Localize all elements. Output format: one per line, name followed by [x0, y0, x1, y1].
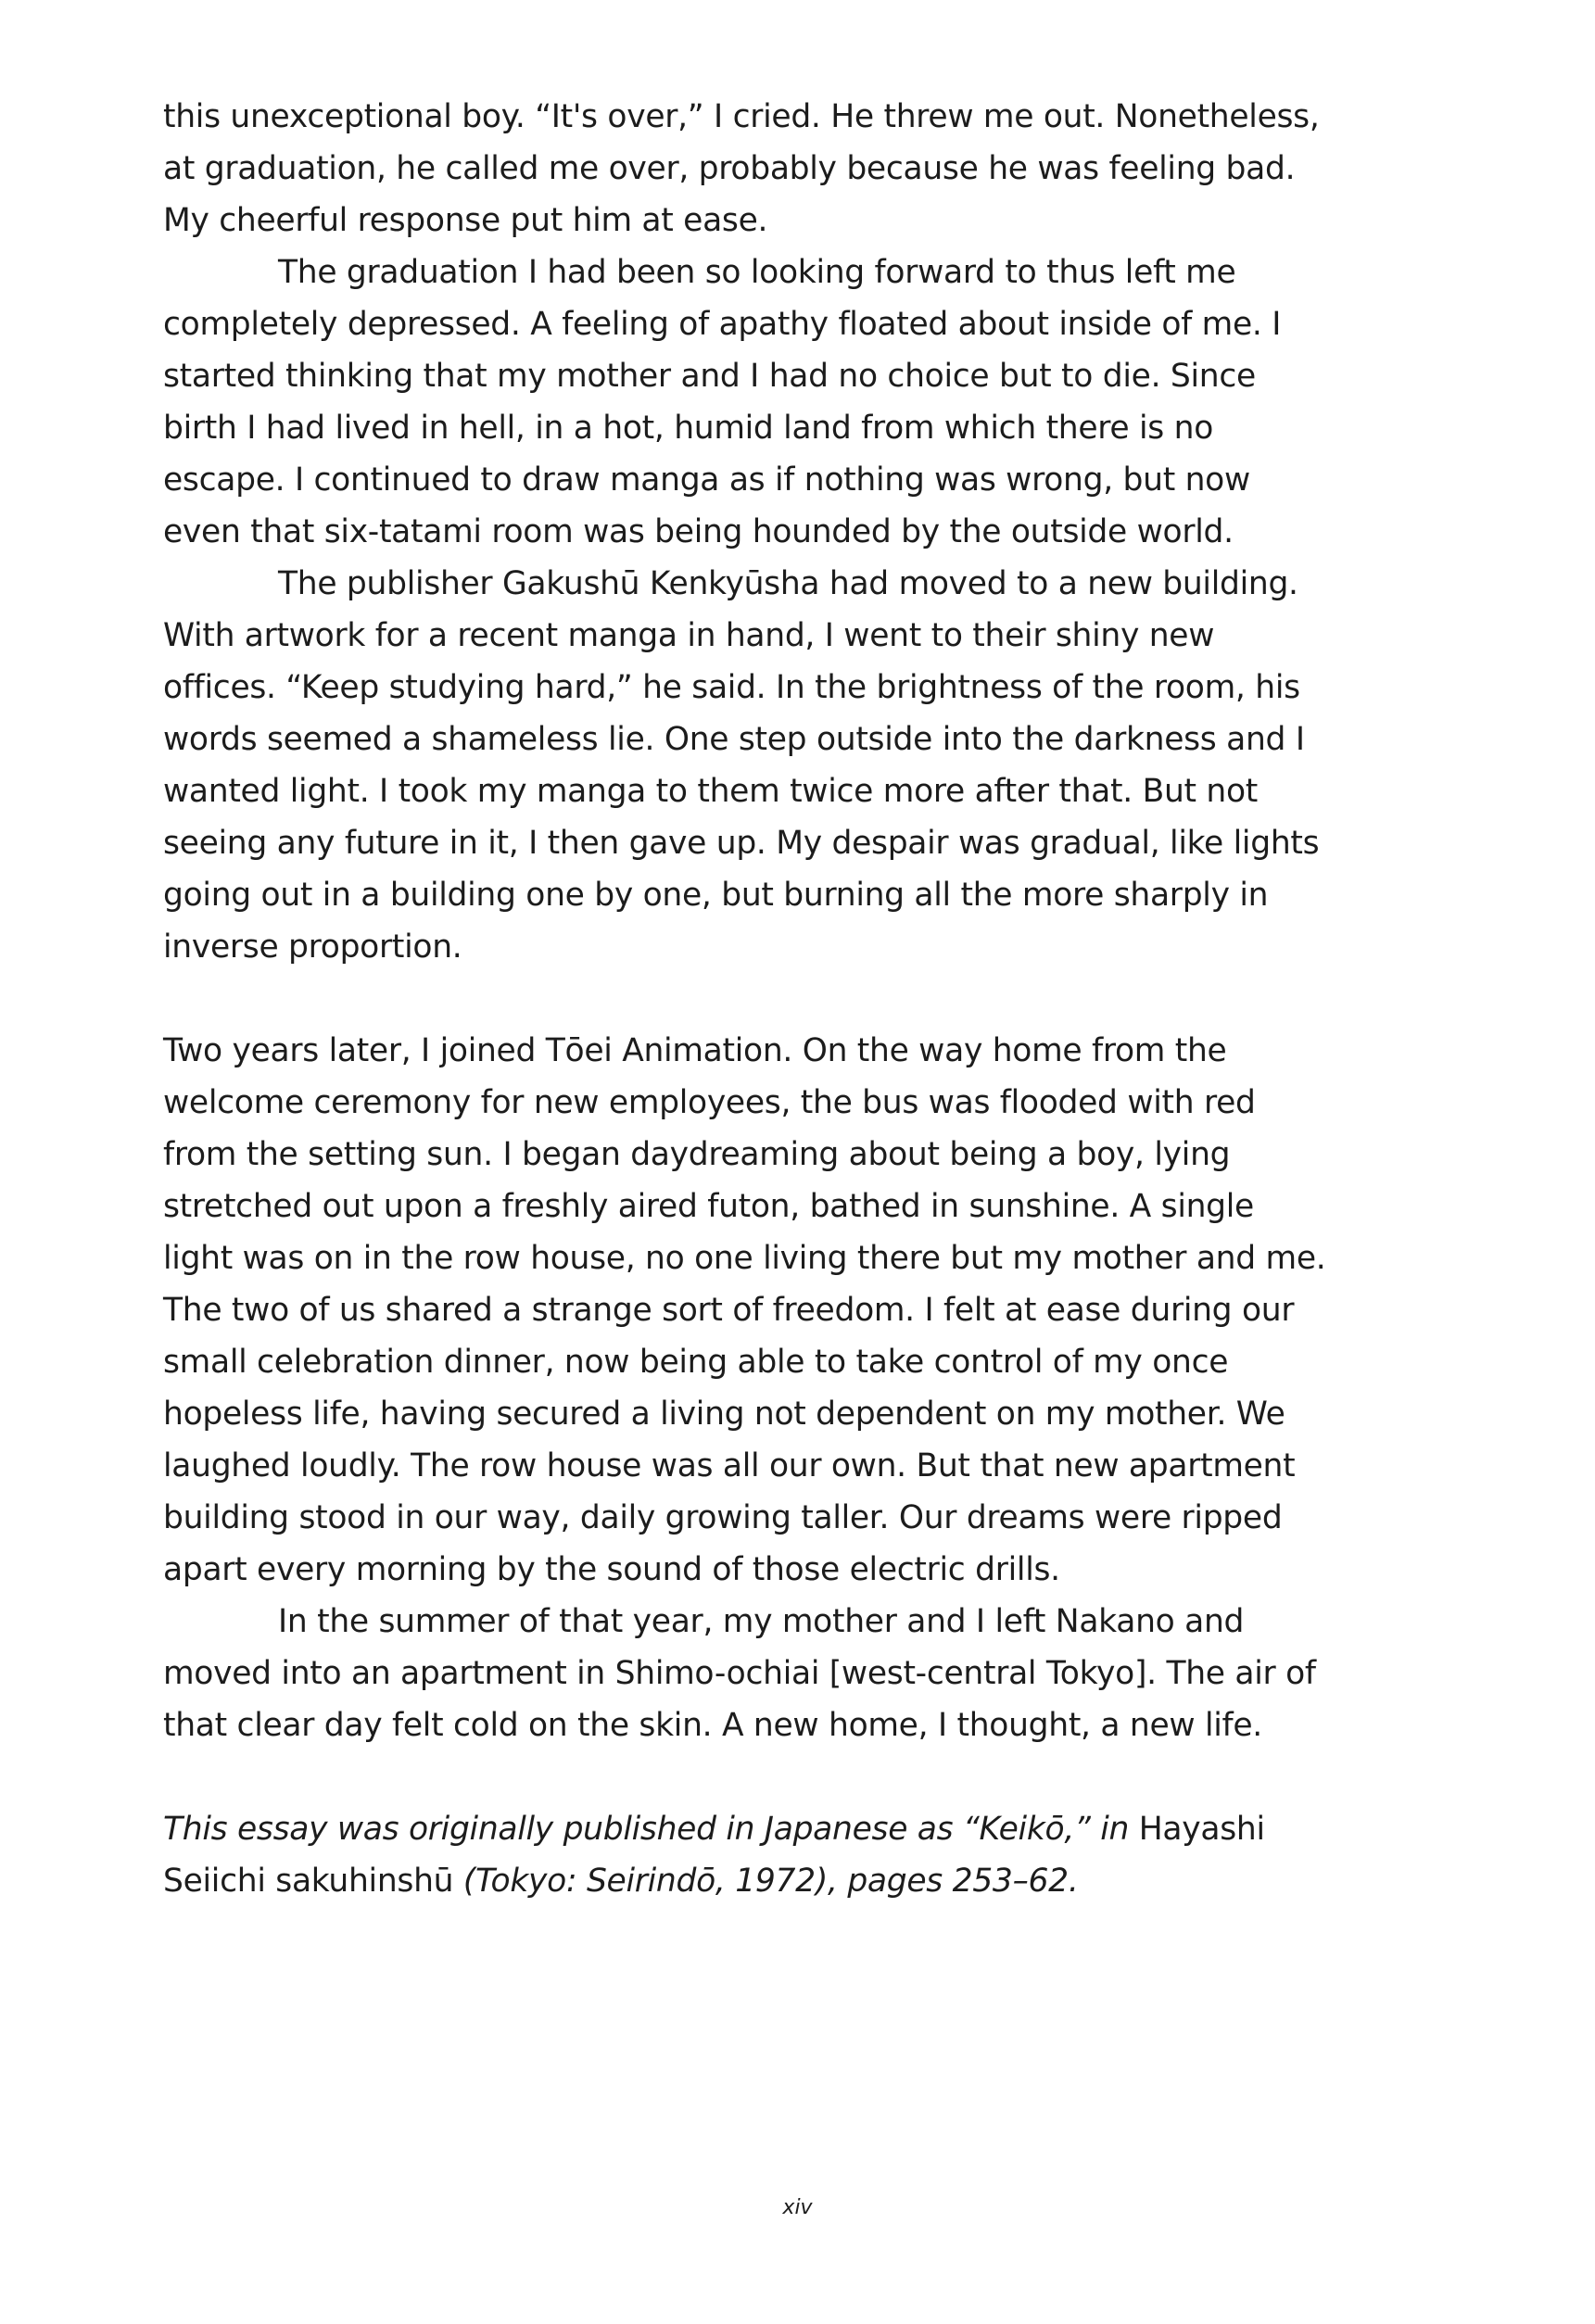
source-note-publication: (Tokyo: Seirindō, 1972), pages 253–62.: [462, 1863, 1079, 1900]
section-break: [163, 973, 1333, 1025]
paragraph-publisher: The publisher Gakushū Kenkyūsha had moved to a new building. With artwork for a recent manga in hand, I went to their shiny new offices. “Keep studying hard,” he said. In the brightness of the room, his words seemed a shameless lie. One step outside into the darkness and I wanted light. I took my manga to them twice more after that. But not seeing any future in it, I then gave up. My despair was gradual, like lights going out in a building one by one, but burning all the more sharply in inverse proportion.: [163, 565, 1320, 966]
page-number: xiv: [782, 2196, 813, 2219]
section-break: [163, 1751, 1333, 1803]
paragraph-continuation: this unexceptional boy. “It's over,” I cried. He threw me out. Nonetheless, at graduation, he called me over, probably because he was feeling bad. My cheerful response put him at ease.: [163, 98, 1320, 239]
source-note: [163, 1803, 1333, 1907]
body-text: [163, 91, 1333, 1907]
paragraph-summer-move: In the summer of that year, my mother and I left Nakano and moved into an apartment in Shimo-ochiai [west-central Tokyo]. The air of that clear day felt cold on the skin. A new home, I thought, a new life.: [163, 1603, 1316, 1744]
source-note-title: Hayashi Seiichi sakuhinshū: [163, 1811, 1265, 1900]
source-note-intro: This essay was originally published in Japanese as “Keikō,” in: [163, 1811, 1130, 1848]
paragraph-graduation: The graduation I had been so looking forward to thus left me completely depressed. A feeling of apathy floated about inside of me. I started thinking that my mother and I had no choice but to die. Since birth I had lived in hell, in a hot, humid land from which there is no escape. I continued to draw manga as if nothing was wrong, but now even that six-tatami room was being hounded by the outside world.: [163, 254, 1282, 550]
paragraph-toei-animation: Two years later, I joined Tōei Animation. On the way home from the welcome ceremony for new employees, the bus was flooded with red from the setting sun. I began daydreaming about being a boy, lying stretched out upon a freshly aired futon, bathed in sunshine. A single light was on in the row house, no one living there but my mother and me. The two of us shared a strange sort of freedom. I felt at ease during our small celebration dinner, now being able to take control of my once hopeless life, having secured a living not dependent on my mother. We laughed loudly. The row house was all our own. But that new apartment building stood in our way, daily growing taller. Our dreams were ripped apart every morning by the sound of those electric drills.: [163, 1032, 1326, 1588]
